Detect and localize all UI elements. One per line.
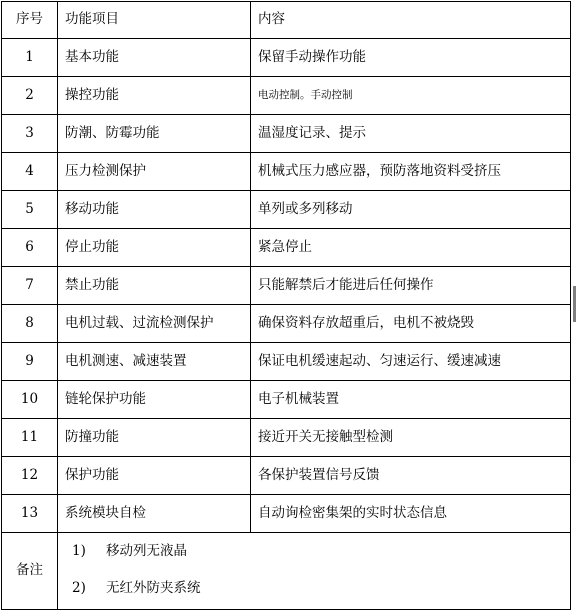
row-function: 移动功能 (58, 191, 251, 229)
row-function: 停止功能 (58, 229, 251, 267)
table-row (2, 305, 571, 343)
table-row (2, 267, 571, 305)
row-number: 1 (2, 39, 58, 77)
row-number: 8 (2, 305, 58, 343)
remark-body (58, 533, 571, 610)
table-row (2, 191, 571, 229)
row-function: 操控功能 (58, 77, 251, 115)
row-function: 链轮保护功能 (58, 381, 251, 419)
row-content: 电子机械装置 (251, 381, 571, 419)
remark-item-text: 无红外防夹系统 (106, 579, 201, 596)
row-content: 紧急停止 (251, 229, 571, 267)
remark-item (72, 533, 570, 570)
remark-item-text: 移动列无液晶 (106, 542, 187, 559)
row-function: 保护功能 (58, 457, 251, 495)
table-row (2, 457, 571, 495)
row-content: 接近开关无接触型检测 (251, 419, 571, 457)
row-function: 电机测速、减速装置 (58, 343, 251, 381)
remark-item-number: 1) (72, 542, 86, 559)
remark-label: 备注 (2, 533, 58, 610)
row-content: 保留手动操作功能 (251, 39, 571, 77)
row-content: 自动询检密集架的实时状态信息 (251, 495, 571, 533)
row-function: 防潮、防霉功能 (58, 115, 251, 153)
row-number: 6 (2, 229, 58, 267)
row-content: 各保护装置信号反馈 (251, 457, 571, 495)
row-number: 12 (2, 457, 58, 495)
row-content: 单列或多列移动 (251, 191, 571, 229)
remark-row (2, 533, 571, 610)
header-seq: 序号 (2, 2, 58, 39)
table-row (2, 229, 571, 267)
row-content: 确保资料存放超重后，电机不被烧毁 (251, 305, 571, 343)
row-function: 禁止功能 (58, 267, 251, 305)
row-number: 2 (2, 77, 58, 115)
table-row (2, 381, 571, 419)
row-content: 保证电机缓速起动、匀速运行、缓速减速 (251, 343, 571, 381)
row-number: 9 (2, 343, 58, 381)
row-number: 10 (2, 381, 58, 419)
header-function: 功能项目 (58, 2, 251, 39)
header-content: 内容 (251, 2, 571, 39)
row-number: 11 (2, 419, 58, 457)
table-row (2, 343, 571, 381)
table-row (2, 39, 571, 77)
row-function: 系统模块自检 (58, 495, 251, 533)
function-spec-table (1, 1, 571, 610)
scroll-edge-marker (573, 286, 576, 322)
remark-item-number: 2) (72, 579, 86, 596)
table-row (2, 115, 571, 153)
row-number: 7 (2, 267, 58, 305)
table-row (2, 419, 571, 457)
remark-item (72, 570, 570, 607)
row-content: 电动控制。手动控制 (251, 77, 571, 115)
row-content: 只能解禁后才能进后任何操作 (251, 267, 571, 305)
row-content: 温湿度记录、提示 (251, 115, 571, 153)
row-number: 4 (2, 153, 58, 191)
row-function: 压力检测保护 (58, 153, 251, 191)
row-number: 13 (2, 495, 58, 533)
table-row (2, 495, 571, 533)
row-function: 防撞功能 (58, 419, 251, 457)
table-header-row (2, 2, 571, 39)
row-function: 电机过载、过流检测保护 (58, 305, 251, 343)
row-content: 机械式压力感应器，预防落地资料受挤压 (251, 153, 571, 191)
row-function: 基本功能 (58, 39, 251, 77)
table-row (2, 77, 571, 115)
row-number: 3 (2, 115, 58, 153)
row-number: 5 (2, 191, 58, 229)
table-row (2, 153, 571, 191)
